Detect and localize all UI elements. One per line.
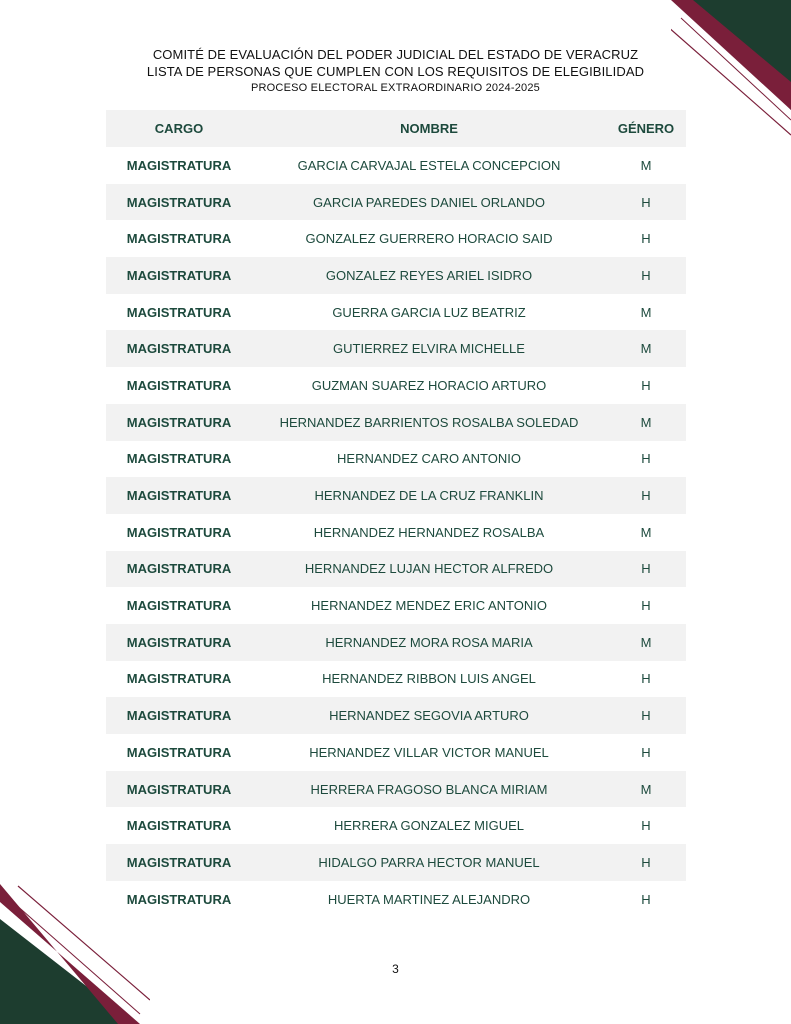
cell-cargo: MAGISTRATURA bbox=[126, 891, 232, 907]
table-row bbox=[106, 367, 686, 404]
cell-genero: H bbox=[606, 477, 686, 514]
cell-genero: H bbox=[606, 257, 686, 294]
cell-nombre: GUTIERREZ ELVIRA MICHELLE bbox=[252, 330, 606, 367]
cell-nombre: HIDALGO PARRA HECTOR MANUEL bbox=[252, 844, 606, 881]
cell-nombre: HERNANDEZ VILLAR VICTOR MANUEL bbox=[309, 744, 549, 760]
cell-genero: M bbox=[606, 624, 686, 661]
document-header bbox=[0, 46, 791, 96]
cell-nombre: HERNANDEZ HERNANDEZ ROSALBA bbox=[313, 524, 545, 540]
table-row bbox=[106, 807, 686, 844]
cell-genero: M bbox=[606, 404, 686, 441]
cell-genero: H bbox=[641, 451, 651, 467]
cell-nombre: HERNANDEZ CARO ANTONIO bbox=[337, 451, 521, 467]
table-row bbox=[106, 881, 686, 918]
cell-nombre: HUERTA MARTINEZ ALEJANDRO bbox=[327, 891, 531, 907]
table-row bbox=[106, 330, 686, 367]
table-row bbox=[106, 734, 686, 771]
cell-cargo: MAGISTRATURA bbox=[126, 524, 232, 540]
cell-nombre: HERRERA FRAGOSO BLANCA MIRIAM bbox=[252, 771, 606, 808]
cell-cargo: MAGISTRATURA bbox=[106, 257, 252, 294]
cell-genero: H bbox=[606, 844, 686, 881]
table-row bbox=[106, 551, 686, 588]
table-row bbox=[106, 147, 686, 184]
cell-cargo: MAGISTRATURA bbox=[106, 330, 252, 367]
cell-cargo: MAGISTRATURA bbox=[126, 304, 232, 320]
table-row bbox=[106, 184, 686, 221]
table-row bbox=[106, 441, 686, 478]
eligibility-table bbox=[106, 110, 686, 917]
cell-cargo: MAGISTRATURA bbox=[126, 598, 232, 614]
cell-cargo: MAGISTRATURA bbox=[106, 771, 252, 808]
cell-nombre: HERNANDEZ DE LA CRUZ FRANKLIN bbox=[252, 477, 606, 514]
table-header-row bbox=[106, 110, 686, 147]
cell-cargo: MAGISTRATURA bbox=[106, 551, 252, 588]
cell-nombre: GONZALEZ REYES ARIEL ISIDRO bbox=[252, 257, 606, 294]
cell-cargo: MAGISTRATURA bbox=[126, 744, 232, 760]
cell-cargo: MAGISTRATURA bbox=[126, 818, 232, 834]
table-row bbox=[106, 514, 686, 551]
cell-cargo: MAGISTRATURA bbox=[126, 157, 232, 173]
cell-genero: M bbox=[606, 330, 686, 367]
cell-cargo: MAGISTRATURA bbox=[126, 231, 232, 247]
header-list-title: LISTA DE PERSONAS QUE CUMPLEN CON LOS REQUISITOS DE ELEGIBILIDAD bbox=[146, 64, 645, 79]
cell-genero: H bbox=[641, 671, 651, 687]
table-row bbox=[106, 477, 686, 514]
cell-genero: H bbox=[641, 598, 651, 614]
cell-nombre: HERNANDEZ MENDEZ ERIC ANTONIO bbox=[311, 598, 547, 614]
cell-genero: H bbox=[606, 697, 686, 734]
table-row bbox=[106, 624, 686, 661]
cell-nombre: HERRERA GONZALEZ MIGUEL bbox=[334, 818, 524, 834]
cell-cargo: MAGISTRATURA bbox=[106, 404, 252, 441]
table-row bbox=[106, 697, 686, 734]
cell-genero: H bbox=[606, 551, 686, 588]
cell-genero: M bbox=[640, 157, 652, 173]
cell-genero: M bbox=[606, 771, 686, 808]
column-header-cargo: CARGO bbox=[106, 110, 252, 147]
cell-nombre: HERNANDEZ RIBBON LUIS ANGEL bbox=[322, 671, 536, 687]
page-number: 3 bbox=[392, 962, 399, 976]
cell-nombre: HERNANDEZ MORA ROSA MARIA bbox=[252, 624, 606, 661]
table-row bbox=[106, 404, 686, 441]
cell-cargo: MAGISTRATURA bbox=[106, 697, 252, 734]
cell-cargo: MAGISTRATURA bbox=[126, 377, 232, 393]
cell-nombre: HERNANDEZ LUJAN HECTOR ALFREDO bbox=[252, 551, 606, 588]
column-header-genero: GÉNERO bbox=[606, 110, 686, 147]
column-header-nombre: NOMBRE bbox=[252, 110, 606, 147]
table-row bbox=[106, 257, 686, 294]
cell-cargo: MAGISTRATURA bbox=[106, 624, 252, 661]
table-row bbox=[106, 587, 686, 624]
cell-nombre: GUZMAN SUAREZ HORACIO ARTURO bbox=[311, 377, 547, 393]
header-process: PROCESO ELECTORAL EXTRAORDINARIO 2024-2025 bbox=[251, 82, 540, 94]
cell-genero: H bbox=[641, 818, 651, 834]
header-committee: COMITÉ DE EVALUACIÓN DEL PODER JUDICIAL DEL ESTADO DE VERACRUZ bbox=[152, 47, 639, 62]
cell-cargo: MAGISTRATURA bbox=[106, 844, 252, 881]
cell-genero: M bbox=[640, 524, 652, 540]
cell-nombre: GARCIA PAREDES DANIEL ORLANDO bbox=[252, 184, 606, 221]
cell-genero: H bbox=[606, 184, 686, 221]
cell-nombre: GONZALEZ GUERRERO HORACIO SAID bbox=[305, 231, 553, 247]
cell-genero: H bbox=[641, 891, 651, 907]
cell-genero: H bbox=[641, 377, 651, 393]
cell-cargo: MAGISTRATURA bbox=[126, 671, 232, 687]
cell-genero: H bbox=[641, 231, 651, 247]
cell-cargo: MAGISTRATURA bbox=[106, 184, 252, 221]
cell-cargo: MAGISTRATURA bbox=[126, 451, 232, 467]
table-row bbox=[106, 771, 686, 808]
table-row bbox=[106, 661, 686, 698]
cell-nombre: HERNANDEZ BARRIENTOS ROSALBA SOLEDAD bbox=[252, 404, 606, 441]
cell-genero: H bbox=[641, 744, 651, 760]
cell-cargo: MAGISTRATURA bbox=[106, 477, 252, 514]
table-row bbox=[106, 844, 686, 881]
cell-nombre: GARCIA CARVAJAL ESTELA CONCEPCION bbox=[297, 157, 561, 173]
cell-nombre: GUERRA GARCIA LUZ BEATRIZ bbox=[332, 304, 526, 320]
table-row bbox=[106, 220, 686, 257]
cell-nombre: HERNANDEZ SEGOVIA ARTURO bbox=[252, 697, 606, 734]
cell-genero: M bbox=[640, 304, 652, 320]
table-row bbox=[106, 294, 686, 331]
